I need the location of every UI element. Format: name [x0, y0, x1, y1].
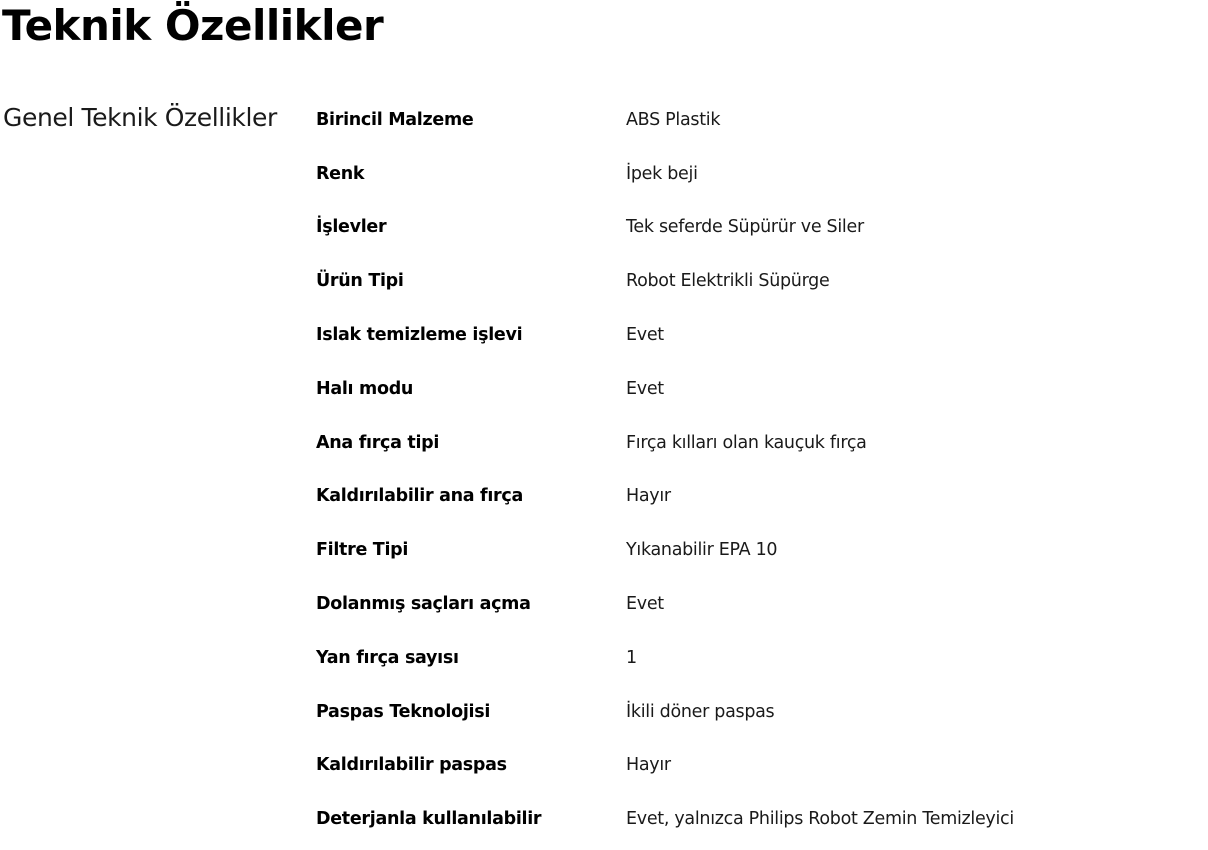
- spec-label: Renk: [316, 163, 365, 184]
- section-title: Genel Teknik Özellikler: [3, 103, 277, 132]
- spec-value: Fırça kılları olan kauçuk fırça: [626, 432, 867, 453]
- spec-row-main-brush-type: [316, 416, 1176, 470]
- spec-label: Kaldırılabilir ana fırça: [316, 486, 523, 507]
- spec-value: Evet: [626, 378, 664, 399]
- spec-label: Filtre Tipi: [316, 540, 409, 561]
- spec-label: Islak temizleme işlevi: [316, 325, 523, 346]
- spec-value: Robot Elektrikli Süpürge: [626, 271, 830, 292]
- spec-row-primary-material: [316, 93, 1176, 147]
- spec-row-color: [316, 147, 1176, 201]
- spec-row-removable-mop: [316, 739, 1176, 793]
- spec-row-filter-type: [316, 523, 1176, 577]
- spec-row-carpet-mode: [316, 362, 1176, 416]
- spec-value: ABS Plastik: [626, 109, 721, 130]
- spec-value: Tek seferde Süpürür ve Siler: [626, 217, 864, 238]
- spec-label: Yan fırça sayısı: [316, 647, 459, 668]
- spec-label: Paspas Teknolojisi: [316, 701, 491, 722]
- spec-row-removable-main-brush: [316, 470, 1176, 524]
- spec-label: Deterjanla kullanılabilir: [316, 809, 542, 830]
- spec-value: İpek beji: [626, 163, 698, 184]
- spec-label: Kaldırılabilir paspas: [316, 755, 507, 776]
- spec-row-hair-detangling: [316, 577, 1176, 631]
- spec-value: Hayır: [626, 755, 671, 776]
- spec-value: 1: [626, 647, 637, 668]
- spec-label: Halı modu: [316, 378, 414, 399]
- spec-row-wet-cleaning: [316, 308, 1176, 362]
- spec-label: Ürün Tipi: [316, 271, 404, 292]
- spec-value: Evet: [626, 594, 664, 615]
- spec-row-functions: [316, 201, 1176, 255]
- spec-label: Dolanmış saçları açma: [316, 594, 531, 615]
- spec-label: Birincil Malzeme: [316, 109, 474, 130]
- spec-value: Yıkanabilir EPA 10: [626, 540, 778, 561]
- spec-row-product-type: [316, 254, 1176, 308]
- spec-label: Ana fırça tipi: [316, 432, 440, 453]
- spec-row-detergent-use: [316, 792, 1176, 846]
- spec-label: İşlevler: [316, 217, 387, 238]
- spec-value: İkili döner paspas: [626, 701, 775, 722]
- spec-row-side-brush-count: [316, 631, 1176, 685]
- spec-value: Evet: [626, 325, 664, 346]
- spec-value: Evet, yalnızca Philips Robot Zemin Temizleyici: [626, 809, 1014, 830]
- spec-row-mop-technology: [316, 685, 1176, 739]
- spec-table: [316, 93, 1176, 846]
- spec-value: Hayır: [626, 486, 671, 507]
- page-title: Teknik Özellikler: [2, 1, 384, 50]
